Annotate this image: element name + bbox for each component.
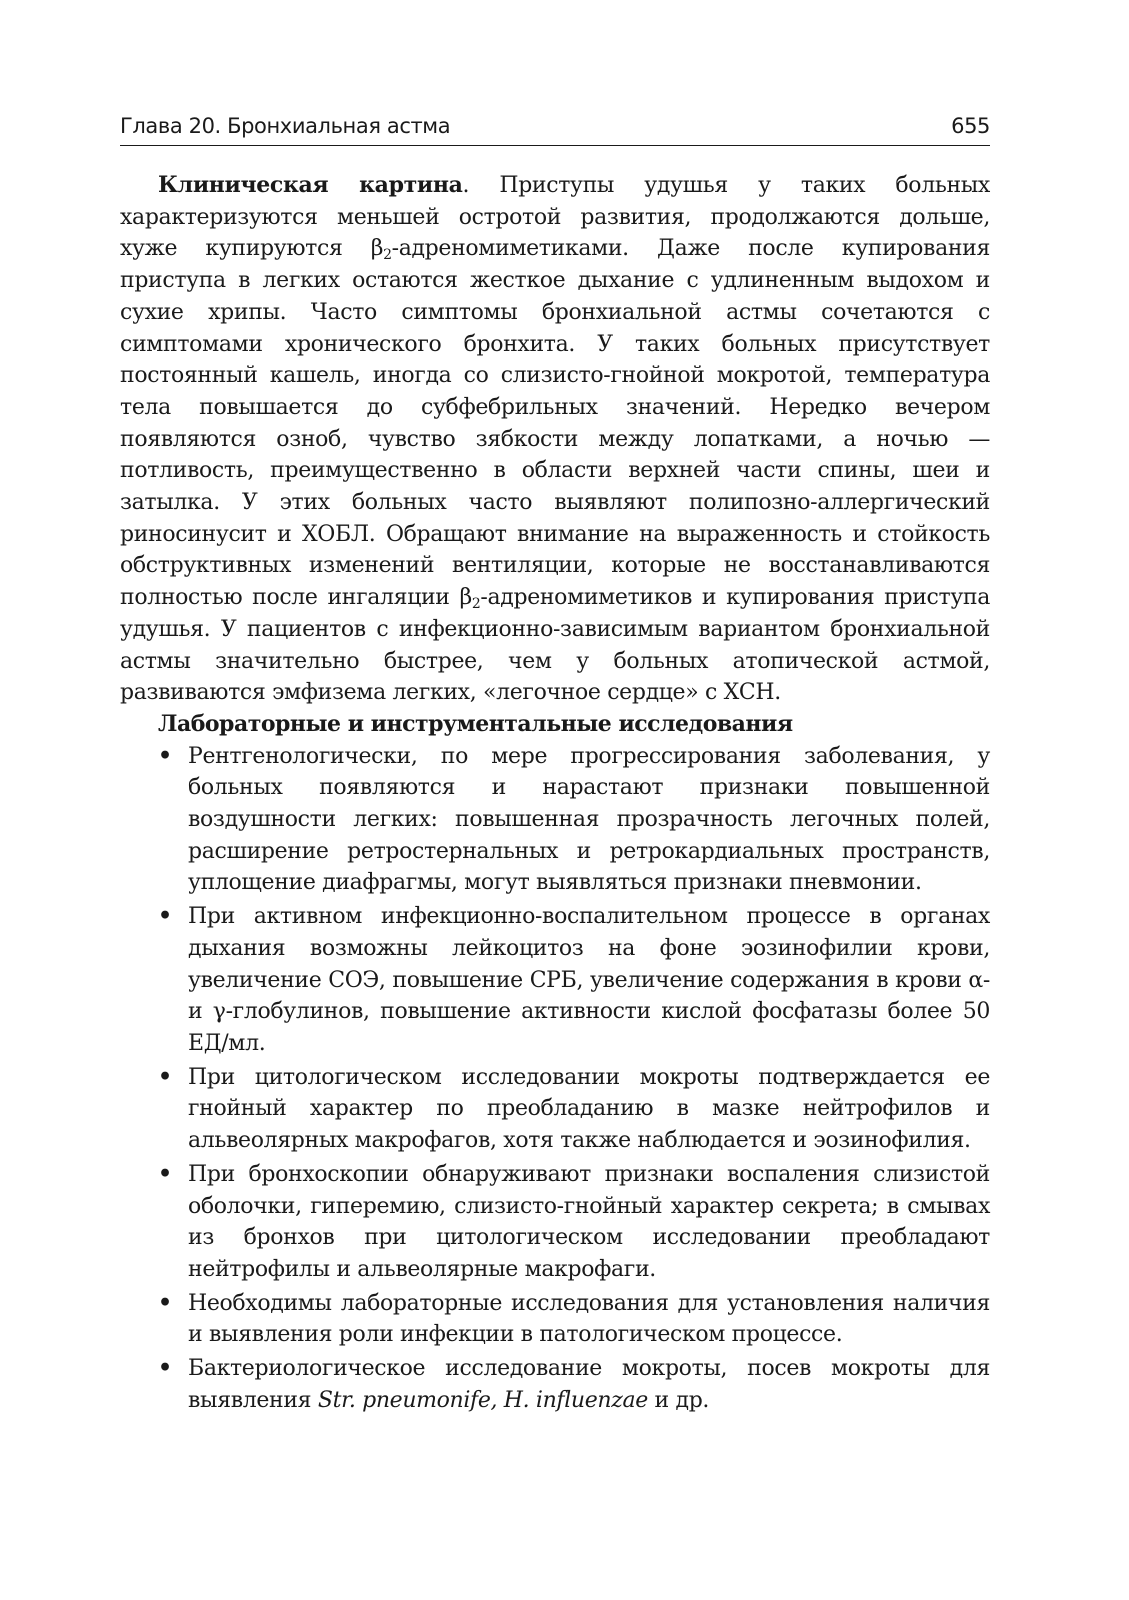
list-item-text: Необходимы лабораторные исследования для установления наличия и выявления роли инфекции в патологическом процессе. [188,1290,990,1348]
list-item-text: Рентгенологически, по мере прогрессирования заболевания, у больных появляются и нарастают признаки повышенной воздушности легких: повышенная прозрачность легочных полей, расширение ретростернальных и ретрокардиальных пространств, уплощение диафрагмы, могут выявляться признаки пневмонии. [188,743,990,896]
list-item [120,901,990,1060]
list-item [120,1062,990,1157]
bullet-icon: • [158,742,172,769]
clinical-picture-paragraph [120,170,990,709]
bullet-icon: • [158,1289,172,1316]
list-item-text-end: и др. [647,1387,710,1413]
page-body [120,170,990,1418]
clinical-picture-lead: Клиническая картина [158,172,463,198]
bullet-icon: • [158,1355,172,1382]
list-item [120,741,990,900]
bullet-icon: • [158,903,172,930]
running-header [120,113,990,146]
lab-findings-list [120,741,990,1417]
subscript-2: 2 [383,247,392,264]
list-item-text: При цитологическом исследовании мокроты подтверждается ее гнойный характер по преобладанию в мазке нейтрофилов и альвеолярных макрофагов, хотя также наблюдается и эозинофилия. [188,1064,990,1154]
clinical-text-1: . Приступы удушья у таких больных характеризуются меньшей остротой развития, продолжаются дольше, хуже купируются β [120,173,990,262]
page-number: 655 [951,114,990,138]
list-item [120,1353,990,1416]
bacteria-names: Str. pneumonife, H. influenzae [317,1387,648,1413]
lab-section-heading: Лабораторные и инструментальные исследования [158,710,793,737]
list-item-text: Бактериологическое исследование мокроты, посев мокроты для выявления [188,1356,990,1413]
bullet-icon: • [158,1063,172,1090]
clinical-text-3: -адреномиметиков и купирования приступа удушья. У пациентов с инфекционно-зависимым вариантом бронхиальной астмы значительно быстрее, чем у больных атопической астмой, развиваются эмфизема легких, «легочное сердце» с ХСН. [120,585,990,706]
bullet-icon: • [158,1160,172,1187]
list-item-text: При активном инфекционно-воспалительном процессе в органах дыхания возможны лейкоцитоз на фоне эозинофилии крови, увеличение СОЭ, повышение СРБ, увеличение содержания в крови α- и γ-глобулинов, повышение активности кислой фосфатазы более 50 ЕД/мл. [188,904,990,1056]
clinical-text-2: -адреномиметиками. Даже после купирования приступа в легких остаются жесткое дыхание с удлиненным выдохом и сухие хрипы. Часто симптомы бронхиальной астмы сочетаются с симптомами хронического бронхита. У таких больных присутствует постоянный кашель, иногда со слизисто-гнойной мокротой, температура тела повышается до субфебрильных значений. Нередко вечером появляются озноб, чувство зябкости между лопатками, а ночью — потливость, преимущественно в области верхней части спины, шеи и затылка. У этих больных часто выявляют полипозно-аллергический риносинусит и ХОБЛ. Обращают внимание на выраженность и стойкость обструктивных изменений вентиляции, которые не восстанавливаются полностью после ингаляции β [120,236,990,611]
chapter-title: Глава 20. Бронхиальная астма [120,114,451,138]
list-item-text: При бронхоскопии обнаруживают признаки воспаления слизистой оболочки, гиперемию, слизисто-гнойный характер секрета; в смывах из бронхов при цитологическом исследовании преобладают нейтрофилы и альвеолярные макрофаги. [188,1161,990,1282]
list-item [120,1288,990,1351]
subscript-2: 2 [471,596,481,613]
list-item [120,1159,990,1286]
